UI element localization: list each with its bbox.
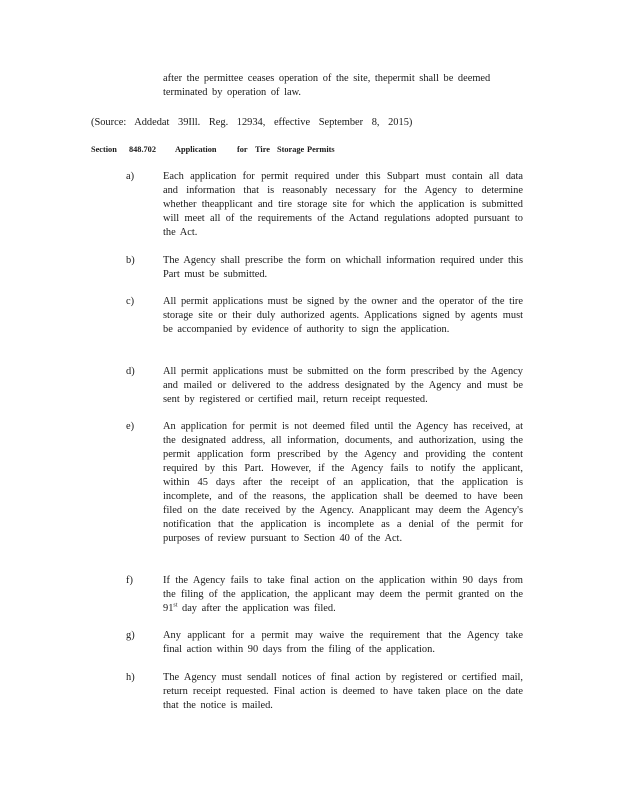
item-text-part: If the Agency fails to take final action on the application within 90 days from the filing of the application, the applicant may deem the permit granted on the 91: [163, 575, 523, 614]
item-text: [163, 574, 523, 616]
continuation-paragraph: after the permittee ceases operation of the site, thepermit shall be deemed terminated by operation of law.: [163, 73, 491, 98]
item-text: The Agency shall prescribe the form on whichall information required under this Part must be submitted.: [163, 255, 523, 280]
section-title-word: Application: [175, 145, 217, 154]
ordinal-suffix: st: [173, 602, 178, 609]
item-letter: h): [126, 672, 135, 683]
section-title-word: Tire: [255, 145, 270, 154]
section-title-word: Permits: [307, 145, 335, 154]
item-text: All permit applications must be submitted on the form prescribed by the Agency and mailed or delivered to the address designated by the Agency and must be sent by registered or certified mail, return receipt requested.: [163, 366, 523, 405]
item-letter: c): [126, 296, 135, 307]
item-letter: a): [126, 171, 135, 182]
item-text: The Agency must sendall notices of final action by registered or certified mail, return receipt requested. Final action is deemed to have taken place on the date that the notice is mailed.: [163, 672, 523, 711]
item-text: Each application for permit required under this Subpart must contain all data and information that is reasonably necessary for the Agency to determine whether theapplicant and tire storage site for which the application is submitted will meet all of the requirements of the Actand regulations adopted pursuant to the Act.: [163, 171, 523, 238]
item-text: All permit applications must be signed by the owner and the operator of the tire storage site or their duly authorized agents. Applications signed by agents must be accompanied by evidence of authority to sign the application.: [163, 296, 523, 335]
item-text: Any applicant for a permit may waive the requirement that the Agency take final action within 90 days from the filing of the application.: [163, 630, 523, 655]
item-letter: e): [126, 421, 135, 432]
section-title-word: Storage: [277, 145, 305, 154]
item-letter: g): [126, 630, 135, 641]
source-note: (Source: Addedat 39Ill. Reg. 12934, effective September 8, 2015): [91, 117, 413, 128]
section-label: Section: [91, 145, 117, 154]
item-text-part: day after the application was filed.: [177, 603, 336, 614]
section-title-word: for: [237, 145, 248, 154]
item-letter: f): [126, 575, 133, 586]
item-letter: d): [126, 366, 135, 377]
section-number: 848.702: [129, 145, 156, 154]
item-text: An application for permit is not deemed filed until the Agency has received, at the designated address, all information, documents, and authorization, using the permit application form prescribed by the Agency and providing the content required by this Part. However, if the Agency fails to notify the applicant, within 45 days after the receipt of an application, that the application is incomplete, and of the reasons, the application shall be deemed to have been filed on the date received by the Agency. Anapplicant may deem the Agency's notification that the application is incomplete as a denial of the permit for purposes of review pursuant to Section 40 of the Act.: [163, 421, 523, 544]
section-heading: [91, 144, 531, 156]
item-letter: b): [126, 255, 135, 266]
